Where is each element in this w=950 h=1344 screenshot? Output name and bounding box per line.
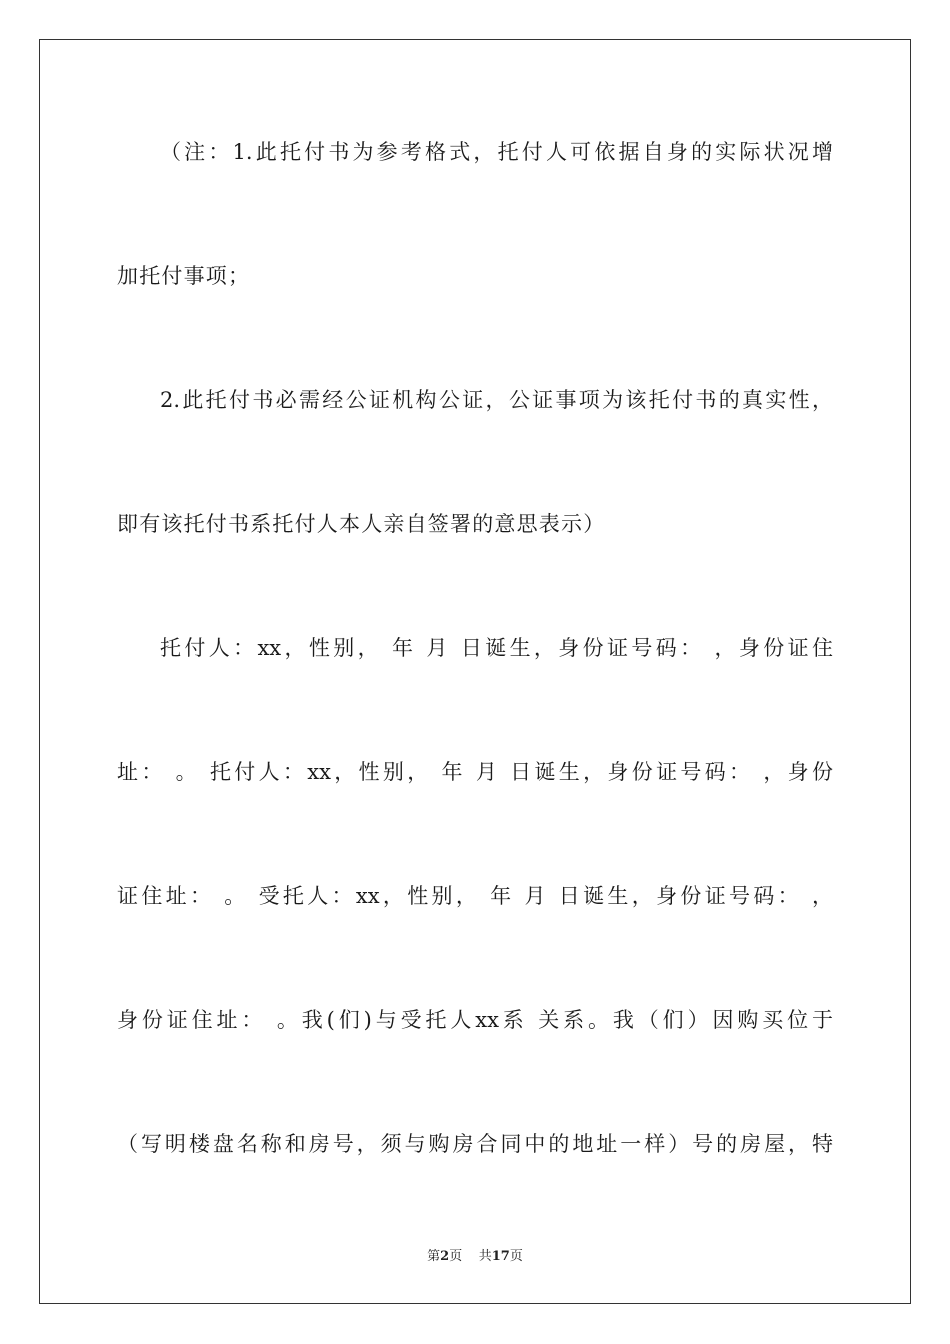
footer-page-number: 2 (440, 1249, 450, 1264)
text-line-6: 址： 。 托付人：xx，性别， 年 月 日诞生，身份证号码： ，身份 (117, 760, 833, 784)
text-line-5: 托付人：xx，性别， 年 月 日诞生，身份证号码： ，身份证住 (160, 636, 833, 660)
text-line-9: （写明楼盘名称和房号，须与购房合同中的地址一样）号的房屋，特 (117, 1132, 833, 1156)
text-line-3: 2.此托付书必需经公证机构公证，公证事项为该托付书的真实性， (160, 388, 833, 412)
footer-total-pages: 17 (491, 1249, 510, 1264)
text-line-2: 加托付事项； (117, 264, 251, 288)
page-border (39, 39, 911, 1304)
text-line-4: 即有该托付书系托付人本人亲自签署的意思表示） (117, 512, 606, 536)
footer-page-suffix: 页 (449, 1249, 463, 1264)
text-line-7: 证住址： 。 受托人：xx，性别， 年 月 日诞生，身份证号码： ， (117, 884, 833, 908)
footer-total-prefix: 共 (478, 1249, 492, 1264)
footer-total-suffix: 页 (509, 1249, 523, 1264)
page-footer (0, 1248, 950, 1266)
text-line-8: 身份证住址： 。我(们)与受托人xx系 关系。我（们）因购买位于 (117, 1008, 833, 1032)
footer-prefix: 第 (427, 1249, 441, 1264)
text-line-1: （注：1.此托付书为参考格式，托付人可依据自身的实际状况增 (160, 140, 833, 164)
